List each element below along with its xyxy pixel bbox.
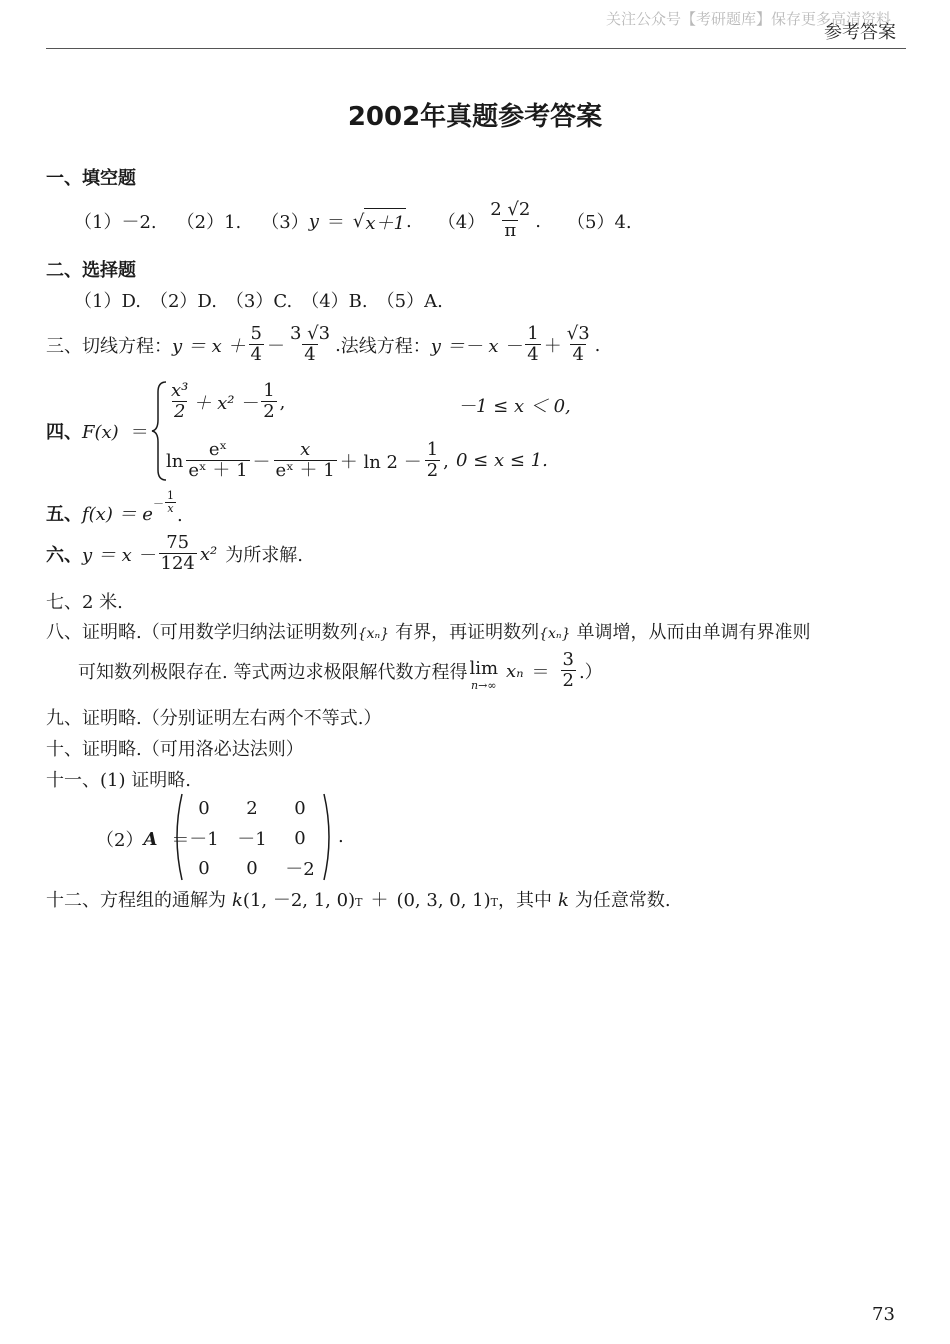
numerator: 5: [250, 323, 262, 345]
exponent-minus: －: [152, 497, 164, 511]
denominator: 4: [304, 344, 316, 366]
numerator: 1: [426, 439, 439, 461]
ln: ln: [166, 450, 184, 472]
answer-4-fraction: [488, 200, 532, 241]
numerator: 1: [263, 380, 275, 402]
answer-4-tail: .: [535, 210, 542, 232]
normal-label: 法线方程：: [340, 336, 431, 357]
answer-5: （5）4.: [567, 212, 632, 233]
label: 五、: [46, 504, 82, 525]
answer-3-eq: ＝: [326, 212, 345, 233]
section-12: [46, 886, 671, 912]
fill-blank-answers: [74, 198, 632, 244]
tangent-label: 三、切线方程：: [46, 336, 172, 357]
exponent: [153, 490, 177, 516]
minus-sign: －: [266, 336, 285, 357]
plus-sign: ＋: [543, 336, 562, 357]
text: 八、证明略.（可用数学归纳法证明数列: [46, 622, 358, 643]
section-11-line-1: 十一、(1) 证明略.: [46, 770, 191, 791]
numerator: 75: [166, 532, 190, 554]
tail: .）: [578, 662, 603, 683]
page-title: 2002年真题参考答案: [347, 102, 603, 132]
piecewise-condition-1: －1 ≤ x ＜ 0,: [458, 396, 571, 417]
sequence: {xₙ}: [539, 626, 571, 642]
plus-sign: ＋: [370, 890, 389, 911]
denominator: eˣ ＋ 1: [275, 460, 335, 482]
label: （2）: [96, 830, 144, 851]
answer-3-radicand: x＋1: [364, 208, 406, 235]
matrix-row: [180, 793, 324, 823]
frac-half: [261, 381, 276, 422]
page-number: 73: [872, 1304, 895, 1325]
matrix-right-paren: [322, 792, 336, 882]
comma: ,: [279, 391, 286, 413]
matrix-A: [180, 793, 324, 883]
x-squared: x²: [199, 543, 218, 565]
text: 可知数列极限存在. 等式两边求极限解代数方程得: [78, 662, 468, 683]
text: 单调增，从而由单调有界准则: [576, 622, 811, 643]
frac-x-over-ex-plus-1: [274, 440, 337, 481]
vector-1: (1, －2, 1, 0): [242, 890, 356, 911]
denominator: 4: [572, 344, 584, 366]
matrix-cell: －1: [189, 829, 219, 850]
tangent-frac-1: [249, 324, 264, 365]
denominator: eˣ ＋ 1: [188, 460, 248, 482]
section-4-label: [46, 418, 149, 444]
section-10: 十、证明略.（可用洛必达法则）: [46, 739, 304, 760]
frac-x3-over-2: [169, 381, 190, 422]
row-1-middle: ＋ x² －: [193, 393, 259, 414]
section-8-line-1: [46, 618, 811, 644]
frac-half: [425, 440, 440, 481]
answer-3-tail: .: [406, 210, 412, 232]
vector-2: (0, 3, 0, 1): [396, 890, 491, 911]
equals: ＝: [531, 662, 550, 683]
answer-3-label: （3）: [261, 212, 309, 233]
period: .: [335, 334, 341, 356]
row-2-middle: ＋ ln 2 －: [339, 452, 422, 473]
running-head: 参考答案: [824, 22, 896, 43]
numerator: eˣ: [208, 439, 228, 461]
matrix-cell: 0: [198, 857, 210, 879]
answer-4-denominator: π: [504, 220, 517, 242]
matrix-cell: －2: [285, 859, 315, 880]
section-3-tangent: [46, 322, 600, 368]
matrix-cell: 0: [294, 797, 306, 819]
piecewise-row-2: [166, 438, 449, 484]
text: ，其中: [497, 890, 552, 911]
function-lhs: f(x) ＝ e: [82, 504, 153, 525]
matrix-cell: 2: [246, 797, 258, 819]
text: 为任意常数.: [574, 890, 671, 911]
limit-subscript: n→∞: [471, 679, 497, 692]
equals: ＝: [171, 830, 190, 851]
section-heading-choice: 二、选择题: [46, 260, 136, 281]
period: .: [594, 334, 601, 356]
numerator: x: [300, 439, 311, 461]
matrix-row: [180, 823, 324, 853]
answer-4-numerator: 2 √2: [490, 199, 531, 221]
denominator: 4: [250, 344, 262, 366]
watermark-text: 关注公众号【考研题库】保存更多高清资料: [606, 10, 892, 28]
denominator: 2: [173, 401, 186, 423]
label: 四、: [46, 422, 82, 443]
section-6: [46, 531, 303, 577]
section-9: 九、证明略.（分别证明左右两个不等式.）: [46, 708, 382, 729]
numerator: 1: [166, 489, 174, 503]
answer-2: （2）1.: [176, 212, 242, 233]
denominator: x: [167, 502, 174, 516]
denominator: 2: [426, 460, 439, 482]
choice-answers: （1）D. （2）D. （3）C. （4）B. （5）A.: [74, 291, 443, 312]
section-heading-fill-blank: 一、填空题: [46, 168, 136, 189]
function-lhs: F(x): [82, 422, 119, 443]
text: 有界，再证明数列: [395, 622, 540, 643]
constant-k: k: [557, 890, 569, 911]
transpose: T: [355, 896, 363, 909]
frac-75-over-124: [159, 533, 197, 574]
matrix-cell: 0: [198, 797, 210, 819]
section-7: 七、2 米.: [46, 592, 123, 613]
answer-3-lhs: y: [308, 210, 319, 232]
section-5: [46, 489, 183, 526]
numerator: √3: [566, 323, 590, 345]
solution-text: 为所求解.: [225, 545, 303, 566]
frac-ex-over-ex-plus-1: [186, 440, 249, 481]
piecewise-condition-2: 0 ≤ x ≤ 1.: [456, 450, 548, 471]
comma: ,: [443, 450, 449, 472]
normal-frac-2: [565, 324, 592, 365]
frac-3-over-2: [561, 650, 576, 691]
matrix-cell: 0: [246, 857, 258, 879]
minus-sign: －: [252, 452, 271, 473]
sequence: {xₙ}: [357, 626, 390, 642]
denominator: 2: [562, 670, 574, 692]
limit: [469, 658, 498, 692]
normal-lhs: y ＝－ x －: [430, 336, 523, 357]
header-rule: [46, 48, 906, 49]
tangent-lhs: y ＝ x ＋: [172, 336, 246, 357]
label: 六、: [46, 545, 82, 566]
matrix-cell: 0: [294, 827, 306, 849]
normal-frac-1: [525, 324, 540, 365]
numerator: 3: [562, 649, 574, 671]
numerator: x³: [171, 380, 189, 402]
function-lhs: y ＝ x －: [82, 545, 156, 566]
matrix-cell: －1: [237, 829, 267, 850]
answer-4-label: （4）: [437, 212, 486, 233]
tangent-frac-2: [288, 324, 332, 365]
exponent-fraction: [165, 490, 176, 516]
matrix-name: A: [143, 828, 158, 850]
numerator: 3 √3: [289, 323, 331, 345]
denominator: 4: [527, 344, 539, 366]
sqrt-symbol: √: [352, 210, 365, 232]
answer-1: （1）－2.: [74, 212, 157, 233]
text: 十二、方程组的通解为: [46, 890, 226, 911]
limit-term: xₙ: [506, 660, 524, 682]
numerator: 1: [527, 323, 539, 345]
piecewise-row-1: [166, 379, 285, 425]
transpose: T: [490, 896, 498, 909]
matrix-period: .: [338, 826, 344, 847]
denominator: 124: [160, 553, 195, 575]
denominator: 2: [263, 401, 275, 423]
period: .: [176, 505, 183, 526]
section-8-line-2: [78, 648, 603, 694]
equals: ＝: [130, 422, 149, 443]
lim: lim: [469, 658, 499, 679]
constant-k: k: [232, 890, 243, 911]
matrix-row: [180, 853, 324, 883]
